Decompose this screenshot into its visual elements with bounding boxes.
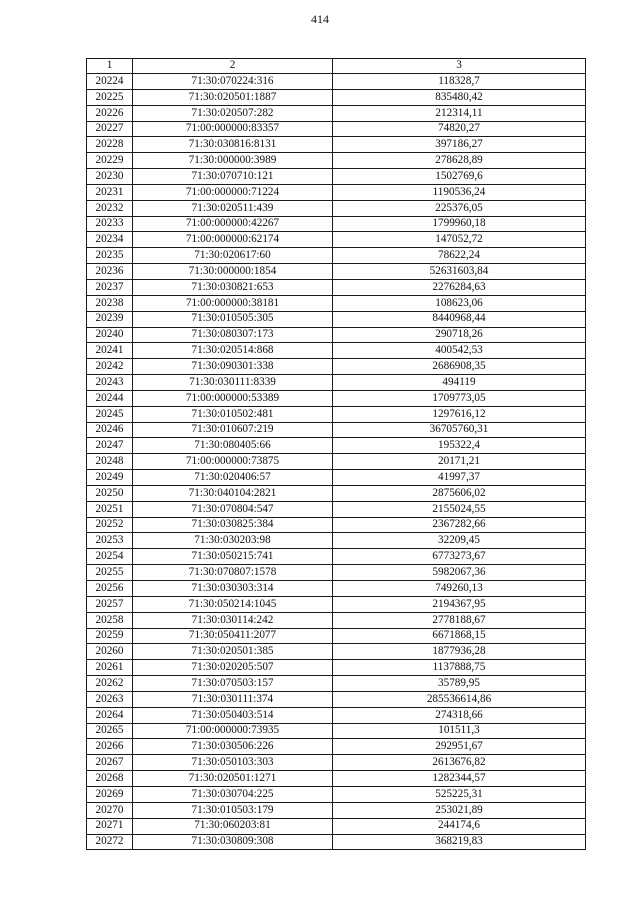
cadastral-number-cell: 71:30:000000:1854 <box>133 264 333 280</box>
cadastral-number-cell: 71:30:030704:225 <box>133 786 333 802</box>
column-header-value: 3 <box>333 59 586 74</box>
cadastral-number-cell: 71:30:070710:121 <box>133 169 333 185</box>
table-row <box>87 137 586 153</box>
cadastral-number-cell: 71:00:000000:71224 <box>133 184 333 200</box>
cadastral-number-cell: 71:30:020501:385 <box>133 644 333 660</box>
row-number-cell: 20237 <box>87 279 133 295</box>
cadastral-number-cell: 71:30:030816:8131 <box>133 137 333 153</box>
table-row <box>87 121 586 137</box>
cadastral-value-cell: 212314,11 <box>333 105 586 121</box>
cadastral-value-cell: 2875606,02 <box>333 485 586 501</box>
cadastral-value-cell: 2613676,82 <box>333 755 586 771</box>
row-number-cell: 20255 <box>87 565 133 581</box>
column-header-cadastral-number: 2 <box>133 59 333 74</box>
cadastral-number-cell: 71:30:020205:507 <box>133 660 333 676</box>
cadastral-number-cell: 71:30:050214:1045 <box>133 596 333 612</box>
cadastral-value-cell: 494119 <box>333 375 586 391</box>
cadastral-number-cell: 71:30:000000:3989 <box>133 153 333 169</box>
table-row <box>87 422 586 438</box>
table-row <box>87 375 586 391</box>
table-row <box>87 89 586 105</box>
cadastral-value-cell: 835480,42 <box>333 89 586 105</box>
table-row <box>87 264 586 280</box>
table-row <box>87 644 586 660</box>
table-row <box>87 676 586 692</box>
table-row <box>87 517 586 533</box>
cadastral-value-cell: 1137888,75 <box>333 660 586 676</box>
cadastral-value-cell: 20171,21 <box>333 454 586 470</box>
cadastral-value-cell: 278628,89 <box>333 153 586 169</box>
table-row <box>87 596 586 612</box>
row-number-cell: 20256 <box>87 581 133 597</box>
table-row <box>87 390 586 406</box>
cadastral-number-cell: 71:30:050103:303 <box>133 755 333 771</box>
row-number-cell: 20247 <box>87 438 133 454</box>
row-number-cell: 20249 <box>87 470 133 486</box>
table-row <box>87 612 586 628</box>
cadastral-number-cell: 71:30:070804:547 <box>133 501 333 517</box>
row-number-cell: 20248 <box>87 454 133 470</box>
row-number-cell: 20242 <box>87 359 133 375</box>
table-row <box>87 802 586 818</box>
cadastral-value-cell: 41997,37 <box>333 470 586 486</box>
cadastral-number-cell: 71:30:030821:653 <box>133 279 333 295</box>
table-row <box>87 818 586 834</box>
cadastral-value-cell: 400542,53 <box>333 343 586 359</box>
cadastral-number-cell: 71:30:070224:316 <box>133 74 333 90</box>
cadastral-value-cell: 52631603,84 <box>333 264 586 280</box>
row-number-cell: 20226 <box>87 105 133 121</box>
cadastral-value-cell: 2155024,55 <box>333 501 586 517</box>
table-row <box>87 834 586 850</box>
table-row <box>87 406 586 422</box>
cadastral-value-cell: 2686908,35 <box>333 359 586 375</box>
cadastral-value-cell: 1282344,57 <box>333 771 586 787</box>
cadastral-number-cell: 71:30:040104:2821 <box>133 485 333 501</box>
table-row <box>87 485 586 501</box>
cadastral-value-cell: 32209,45 <box>333 533 586 549</box>
cadastral-value-cell: 292951,67 <box>333 739 586 755</box>
cadastral-number-cell: 71:30:020406:57 <box>133 470 333 486</box>
table-row <box>87 723 586 739</box>
table-row <box>87 470 586 486</box>
cadastral-number-cell: 71:00:000000:38181 <box>133 295 333 311</box>
cadastral-number-cell: 71:30:020501:1887 <box>133 89 333 105</box>
table-row <box>87 105 586 121</box>
cadastral-value-cell: 749260,13 <box>333 581 586 597</box>
table-row <box>87 755 586 771</box>
cadastral-number-cell: 71:30:050411:2077 <box>133 628 333 644</box>
cadastral-value-cell: 5982067,36 <box>333 565 586 581</box>
row-number-cell: 20259 <box>87 628 133 644</box>
page-number: 414 <box>311 12 329 26</box>
cadastral-value-cell: 1502769,6 <box>333 169 586 185</box>
row-number-cell: 20227 <box>87 121 133 137</box>
cadastral-value-cell: 6671868,15 <box>333 628 586 644</box>
cadastral-value-cell: 274318,66 <box>333 707 586 723</box>
row-number-cell: 20263 <box>87 691 133 707</box>
cadastral-value-cell: 2194367,95 <box>333 596 586 612</box>
table-row <box>87 786 586 802</box>
cadastral-number-cell: 71:00:000000:62174 <box>133 232 333 248</box>
cadastral-number-cell: 71:30:020617:60 <box>133 248 333 264</box>
cadastral-value-cell: 225376,05 <box>333 200 586 216</box>
row-number-cell: 20230 <box>87 169 133 185</box>
header-row <box>87 59 586 74</box>
cadastral-value-cell: 78622,24 <box>333 248 586 264</box>
cadastral-number-cell: 71:30:020501:1271 <box>133 771 333 787</box>
row-number-cell: 20238 <box>87 295 133 311</box>
row-number-cell: 20229 <box>87 153 133 169</box>
cadastral-number-cell: 71:30:030114:242 <box>133 612 333 628</box>
cadastral-number-cell: 71:30:030809:308 <box>133 834 333 850</box>
row-number-cell: 20240 <box>87 327 133 343</box>
table-row <box>87 691 586 707</box>
cadastral-value-cell: 8440968,44 <box>333 311 586 327</box>
row-number-cell: 20250 <box>87 485 133 501</box>
cadastral-value-cell: 2367282,66 <box>333 517 586 533</box>
cadastral-value-cell: 74820,27 <box>333 121 586 137</box>
row-number-cell: 20262 <box>87 676 133 692</box>
table-row <box>87 184 586 200</box>
cadastral-number-cell: 71:30:030303:314 <box>133 581 333 597</box>
cadastral-number-cell: 71:00:000000:83357 <box>133 121 333 137</box>
row-number-cell: 20245 <box>87 406 133 422</box>
cadastral-value-cell: 525225,31 <box>333 786 586 802</box>
cadastral-value-cell: 290718,26 <box>333 327 586 343</box>
cadastral-value-cell: 1877936,28 <box>333 644 586 660</box>
table-row <box>87 311 586 327</box>
cadastral-number-cell: 71:30:030203:98 <box>133 533 333 549</box>
row-number-cell: 20246 <box>87 422 133 438</box>
row-number-cell: 20266 <box>87 739 133 755</box>
row-number-cell: 20231 <box>87 184 133 200</box>
table-row <box>87 169 586 185</box>
cadastral-value-cell: 1709773,05 <box>333 390 586 406</box>
row-number-cell: 20253 <box>87 533 133 549</box>
table-row <box>87 327 586 343</box>
table-row <box>87 771 586 787</box>
cadastral-value-cell: 6773273,67 <box>333 549 586 565</box>
cadastral-value-cell: 244174,6 <box>333 818 586 834</box>
row-number-cell: 20243 <box>87 375 133 391</box>
row-number-cell: 20257 <box>87 596 133 612</box>
table-row <box>87 707 586 723</box>
row-number-cell: 20239 <box>87 311 133 327</box>
cadastral-number-cell: 71:30:030506:226 <box>133 739 333 755</box>
cadastral-number-cell: 71:30:070503:157 <box>133 676 333 692</box>
row-number-cell: 20268 <box>87 771 133 787</box>
cadastral-number-cell: 71:00:000000:53389 <box>133 390 333 406</box>
table-row <box>87 200 586 216</box>
row-number-cell: 20265 <box>87 723 133 739</box>
row-number-cell: 20241 <box>87 343 133 359</box>
table-row <box>87 501 586 517</box>
cadastral-number-cell: 71:30:020511:439 <box>133 200 333 216</box>
row-number-cell: 20235 <box>87 248 133 264</box>
row-number-cell: 20261 <box>87 660 133 676</box>
cadastral-value-cell: 35789,95 <box>333 676 586 692</box>
cadastral-number-cell: 71:30:020507:282 <box>133 105 333 121</box>
row-number-cell: 20224 <box>87 74 133 90</box>
table-row <box>87 232 586 248</box>
cadastral-value-cell: 118328,7 <box>333 74 586 90</box>
cadastral-number-cell: 71:30:030111:8339 <box>133 375 333 391</box>
table-row <box>87 438 586 454</box>
row-number-cell: 20228 <box>87 137 133 153</box>
cadastral-number-cell: 71:30:010503:179 <box>133 802 333 818</box>
table-row <box>87 739 586 755</box>
cadastral-number-cell: 71:30:080405:66 <box>133 438 333 454</box>
table-row <box>87 549 586 565</box>
table-row <box>87 581 586 597</box>
row-number-cell: 20254 <box>87 549 133 565</box>
row-number-cell: 20258 <box>87 612 133 628</box>
cadastral-value-cell: 253021,89 <box>333 802 586 818</box>
cadastral-value-cell: 2276284,63 <box>333 279 586 295</box>
table-row <box>87 153 586 169</box>
cadastral-number-cell: 71:30:030111:374 <box>133 691 333 707</box>
cadastral-value-cell: 1190536,24 <box>333 184 586 200</box>
cadastral-value-cell: 368219,83 <box>333 834 586 850</box>
cadastral-number-cell: 71:00:000000:42267 <box>133 216 333 232</box>
row-number-cell: 20251 <box>87 501 133 517</box>
table-row <box>87 343 586 359</box>
cadastral-number-cell: 71:30:050215:741 <box>133 549 333 565</box>
cadastral-number-cell: 71:00:000000:73875 <box>133 454 333 470</box>
table-row <box>87 279 586 295</box>
cadastral-number-cell: 71:30:020514:868 <box>133 343 333 359</box>
table-row <box>87 660 586 676</box>
row-number-cell: 20225 <box>87 89 133 105</box>
cadastral-value-cell: 285536614,86 <box>333 691 586 707</box>
cadastral-value-cell: 1799960,18 <box>333 216 586 232</box>
cadastral-number-cell: 71:30:010505:305 <box>133 311 333 327</box>
cadastral-number-cell: 71:30:070807:1578 <box>133 565 333 581</box>
table-row <box>87 533 586 549</box>
row-number-cell: 20271 <box>87 818 133 834</box>
table-row <box>87 359 586 375</box>
cadastral-number-cell: 71:30:060203:81 <box>133 818 333 834</box>
cadastral-value-cell: 2778188,67 <box>333 612 586 628</box>
row-number-cell: 20269 <box>87 786 133 802</box>
column-header-number: 1 <box>87 59 133 74</box>
row-number-cell: 20233 <box>87 216 133 232</box>
table-row <box>87 295 586 311</box>
cadastral-number-cell: 71:30:010502:481 <box>133 406 333 422</box>
table-row <box>87 74 586 90</box>
row-number-cell: 20260 <box>87 644 133 660</box>
table-header <box>87 59 586 74</box>
cadastral-value-cell: 397186,27 <box>333 137 586 153</box>
row-number-cell: 20232 <box>87 200 133 216</box>
table-row <box>87 565 586 581</box>
row-number-cell: 20272 <box>87 834 133 850</box>
table-row <box>87 216 586 232</box>
row-number-cell: 20234 <box>87 232 133 248</box>
cadastral-number-cell: 71:30:050403:514 <box>133 707 333 723</box>
cadastral-value-cell: 147052,72 <box>333 232 586 248</box>
row-number-cell: 20244 <box>87 390 133 406</box>
cadastral-value-cell: 195322,4 <box>333 438 586 454</box>
table-row <box>87 454 586 470</box>
cadastral-value-cell: 108623,06 <box>333 295 586 311</box>
table-row <box>87 628 586 644</box>
cadastral-number-cell: 71:30:030825:384 <box>133 517 333 533</box>
row-number-cell: 20270 <box>87 802 133 818</box>
cadastral-value-table <box>86 58 586 850</box>
table-row <box>87 248 586 264</box>
row-number-cell: 20252 <box>87 517 133 533</box>
row-number-cell: 20236 <box>87 264 133 280</box>
row-number-cell: 20267 <box>87 755 133 771</box>
row-number-cell: 20264 <box>87 707 133 723</box>
cadastral-value-cell: 36705760,31 <box>333 422 586 438</box>
cadastral-value-cell: 101511,3 <box>333 723 586 739</box>
cadastral-number-cell: 71:30:090301:338 <box>133 359 333 375</box>
cadastral-number-cell: 71:30:010607:219 <box>133 422 333 438</box>
cadastral-value-cell: 1297616,12 <box>333 406 586 422</box>
cadastral-number-cell: 71:30:080307:173 <box>133 327 333 343</box>
cadastral-number-cell: 71:00:000000:73935 <box>133 723 333 739</box>
table-body <box>87 74 586 850</box>
